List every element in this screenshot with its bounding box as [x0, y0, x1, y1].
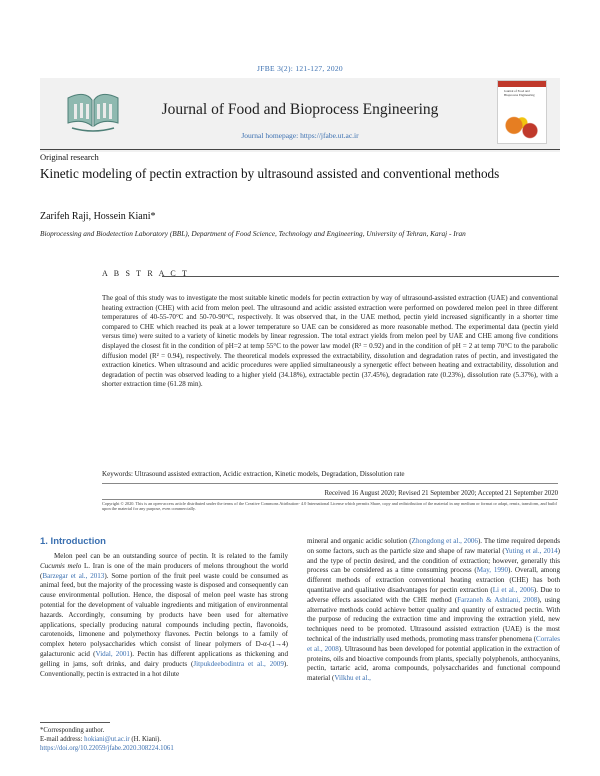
citation-link[interactable]: Vidal, 2001 [95, 649, 130, 658]
email-line [40, 735, 340, 744]
citation-link[interactable]: Barzegar et al., 2013 [42, 571, 105, 580]
header-divider [40, 149, 560, 150]
intro-text: ). Pectin has different applications as thickening and gelling in jams, soft drinks, and dairy products ( [40, 649, 288, 668]
intro-text: Melon peel can be an outstanding source of pectin. It is related to the family [54, 552, 288, 560]
article-authors: Zarifeh Raji, Hossein Kiani* [40, 211, 156, 222]
copyright-notice: Copyright © 2020. This is an open-access article distributed under the terms of the Creative Commons Attribution- 4.0 International License which permits Share, copy and redistribution of the material in any medium or format or adapt, remix, transform, and build upon the material for any purpose, even commercially. [102, 501, 557, 512]
intro-text: ), using alternative methods could achieve better quality and quantity of extracted pectin. With the purpose of reducing the extraction time and improving the extraction yield, new techniques need to be promoted. Ultrasound assisted extraction (UAE) is the most technical of the industrially used methods, promoting mass transfer phenomena ( [307, 595, 560, 643]
intro-text: ). Due to adverse effects associated with the CHE method ( [307, 585, 560, 604]
footnote [40, 726, 340, 753]
email-link[interactable]: hokiani@ut.ac.ir [84, 736, 130, 743]
species-name: Cucumis melo [40, 561, 82, 570]
email-label: E-mail address: [40, 736, 85, 743]
citation-link[interactable]: Li et al., 2006 [492, 585, 534, 594]
intro-text: ). Conventionally, pectin is extracted in a hot dilute [40, 659, 288, 678]
dates-divider [102, 499, 558, 500]
cover-title: Journal of Food and Bioprocess Engineering [504, 89, 535, 97]
keywords: Keywords: Ultrasound assisted extraction, Acidic extraction, Kinetic models, Degradation, Dissolution rate [102, 470, 405, 478]
article-title: Kinetic modeling of pectin extraction by ultrasound assisted and conventional methods [40, 166, 500, 181]
abstract-divider [162, 276, 559, 277]
intro-text: ). Some portion of the fruit peel waste could be consumed as animal feed, but the majority of the processing waste is disposed and consequently can cause environmental pollution. Hence, the disposal of melon peel waste has strong potential for the development of valuable ingredients and mitigation of environmental hazards. Accordingly, consuming by products have been used for alternative applications, specially producing natural compounds including pectin, flavonoids, carotenoids, limonene and polymethoxy flavones. Pectin belongs to a family of complex hetero polysaccharides which consist of linear polymers of D-α-(1→4) galacturonic acid ( [40, 571, 289, 658]
journal-reference: JFBE 3(2): 121-127, 2020 [257, 64, 343, 73]
introduction-left-column [40, 552, 288, 679]
received-dates: Received 16 August 2020; Revised 21 September 2020; Accepted 21 September 2020 [324, 490, 558, 497]
intro-text: L. Iran is one of the main producers of melons throughout the world ( [40, 561, 288, 580]
doi-link[interactable]: https://doi.org/10.22059/jfabe.2020.308224.1061 [40, 745, 174, 752]
abstract-heading: A B S T R A C T [102, 269, 190, 278]
abstract-text: The goal of this study was to investigate the most suitable kinetic models for pectin extraction by way of ultrasound-assisted extraction (UAE) and conventional heating extraction (CHE) with acid from melon peel. The ultrasound and acidic assisted extraction were performed on powdered melon peel in three different temperatures of 40-55-70°C and 50-70-90°C, respectively. It was observed that, in the UAE method, pectin yield increased significantly in a shorter time compared to CHE which reached its peak at a lower temperature so UAE can be considered as more reasonable method. The experimental data (pectin yield versus time) were suited to a variety of kinetic models by linear regression. The total extract yields from melon peel by UAE and CHE among five conditions displayed the closest fit in the condition of pH=2 at temp 55°C to the power law model (R² = 0.92) and in the condition of pH = 2 at temp 70°C to the parabolic diffusion model (R² = 0.94), respectively. The theoretical models expressed the extractability, dissolution and degradation rates of pectin, and investigated the extraction kinetics. When ultrasound and acidic procedures were applied simultaneously a synergetic effect between heating and extractability, dissolution and degradation of pectin was observed leading to a higher yield (34.18%), extractable pectin (37.45%), degradation rate (0.23%), dissolution rate (5.37%), with a shorter extraction time (61.28 min). [102, 294, 558, 389]
author-affiliation: Bioprocessing and Biodetection Laboratory (BBL), Department of Food Science, Technology and Engineering, University of Tehran, Karaj - Iran [40, 229, 466, 238]
intro-text: ). Overall, among different methods of extraction conventional heating extraction (CHE) has both quantitative and qualitative disadvantages for pectin extraction ( [307, 566, 560, 594]
corresponding-author: *Corresponding author. [40, 727, 105, 734]
citation-link[interactable]: Vilkhu et al., [334, 674, 371, 683]
email-suffix: (H. Kiani). [129, 736, 162, 743]
keywords-divider [102, 483, 558, 484]
citation-link[interactable]: Farzaneh & Ashtiani, 2008 [457, 595, 538, 604]
article-type: Original research [40, 152, 99, 162]
citation-link[interactable]: May, 1990 [476, 566, 509, 575]
citation-link[interactable]: Yuting et al., 2014 [504, 546, 558, 555]
intro-text: ). Ultrasound has been developed for potential application in the extraction of proteins, oils and bioactive compounds from plants, specially polyphenols, anthocyanins, pectin, tartaric acid, aroma compounds, polysaccharides and functional compound material ( [307, 644, 560, 683]
citation-link[interactable]: Zhongdong et al., 2006 [411, 537, 478, 545]
journal-title: Journal of Food and Bioprocess Engineering [161, 101, 439, 118]
journal-homepage-link[interactable]: Journal homepage: https://jfabe.ut.ac.ir [241, 131, 359, 140]
intro-text: ). The time required depends on some factors, such as the particle size and shape of raw material ( [307, 537, 561, 555]
intro-text: mineral and organic acidic solution ( [307, 537, 412, 545]
intro-text: ) and the type of pectin desired, and the condition of extraction; however, generally this process can be considered as a time consuming process ( [307, 546, 560, 575]
footnote-divider [40, 722, 110, 723]
introduction-heading: 1. Introduction [40, 536, 106, 547]
citation-link[interactable]: Corrales et al., 2008 [307, 634, 560, 653]
journal-cover-thumbnail [497, 80, 547, 144]
citation-link[interactable]: Jitpukdeebodintra et al., 2009 [193, 659, 284, 668]
introduction-right-column [307, 537, 560, 684]
